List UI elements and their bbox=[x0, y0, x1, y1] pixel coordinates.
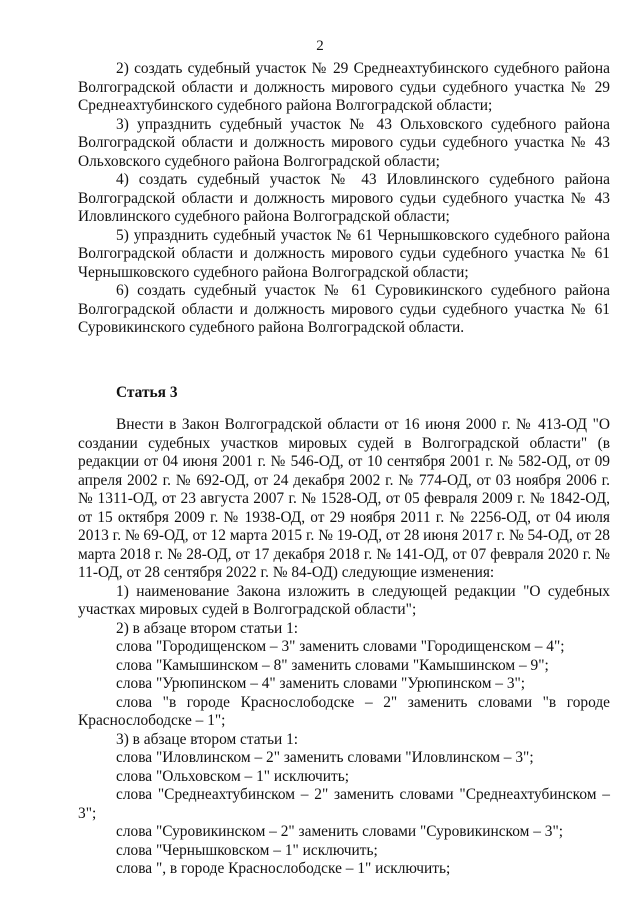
list-item: 4) создать судебный участок № 43 Иловлинского судебного района Волгоградской области и должность мирового судьи судебного участка № 43 Иловлинского судебного района Волгоградской области; bbox=[78, 171, 610, 225]
change-item: слова "в городе Краснослободске – 2" заменить словами "в городе Краснослободске – 1"; bbox=[78, 693, 610, 729]
change-item: 1) наименование Закона изложить в следующей редакции "О судебных участках мировых судей в Волгоградской области"; bbox=[78, 582, 610, 618]
article-intro: Внести в Закон Волгоградской области от 16 июня 2000 г. № 413-ОД "О создании судебных участков мировых судей в Волгоградской области" (в редакции от 04 июня 2001 г. № 546-ОД, от 10 сентября 2001 г. № 582-ОД, от 09 апреля 2002 г. № 692-ОД, от 24 декабря 2002 г. № 774-ОД, от 03 ноября 2006 г. № 1311-ОД, от 23 августа 2007 г. № 1528-ОД, от 05 февраля 2009 г. № 1842-ОД, от 15 октября 2009 г. № 1938-ОД, от 29 ноября 2011 г. № 2256-ОД, от 04 июля 2013 г. № 69-ОД, от 12 марта 2015 г. № 19-ОД, от 28 июня 2017 г. № 54-ОД, от 28 марта 2018 г. № 28-ОД, от 17 декабря 2018 г. № 141-ОД, от 07 февраля 2020 г. № 11-ОД, от 28 сентября 2022 г. № 84-ОД) следующие изменения: bbox=[78, 416, 610, 581]
change-item: 2) в абзаце втором статьи 1: bbox=[116, 619, 299, 637]
list-item: 3) упразднить судебный участок № 43 Ольховского судебного района Волгоградской области и должность мирового судьи судебного участка № 43 Ольховского судебного района Волгоградской области; bbox=[78, 115, 610, 170]
change-item: слова "Камышинском – 8" заменить словами "Камышинском – 9"; bbox=[116, 656, 549, 674]
change-item: 3) в абзаце втором статьи 1: bbox=[116, 730, 299, 748]
list-item: 2) создать судебный участок № 29 Среднеахтубинского судебного района Волгоградской области и должность мирового судьи судебного участка № 29 Среднеахтубинского судебного района Волгоградской области; bbox=[78, 60, 610, 114]
change-item: слова "Урюпинском – 4" заменить словами "Урюпинском – 3"; bbox=[116, 675, 526, 692]
change-item: слова "Иловлинском – 2" заменить словами "Иловлинском – 3"; bbox=[116, 749, 534, 766]
page-number: 2 bbox=[316, 38, 324, 54]
list-item: 5) упразднить судебный участок № 61 Чернышковского судебного района Волгоградской области и должность мирового судьи судебного участка № 61 Чернышковского судебного района Волгоградской области; bbox=[78, 226, 610, 281]
change-item: слова "Чернышковском – 1" исключить; bbox=[116, 841, 378, 859]
change-item: слова "Городищенском – 3" заменить словами "Городищенском – 4"; bbox=[116, 638, 565, 655]
change-item: слова ", в городе Краснослободске – 1" исключить; bbox=[116, 860, 451, 877]
article-heading: Статья 3 bbox=[116, 383, 178, 401]
list-item: 6) создать судебный участок № 61 Суровикинского судебного района Волгоградской области и должность мирового судьи судебного участка № 61 Суровикинского судебного района Волгоградской области. bbox=[78, 282, 610, 336]
change-item: слова "Ольховском – 1" исключить; bbox=[116, 767, 350, 785]
change-item: слова "Среднеахтубинском – 2" заменить словами "Среднеахтубинском – 3"; bbox=[78, 786, 610, 822]
document-body bbox=[78, 60, 610, 879]
change-item: слова "Суровикинском – 2" заменить словами "Суровикинском – 3"; bbox=[116, 823, 564, 840]
